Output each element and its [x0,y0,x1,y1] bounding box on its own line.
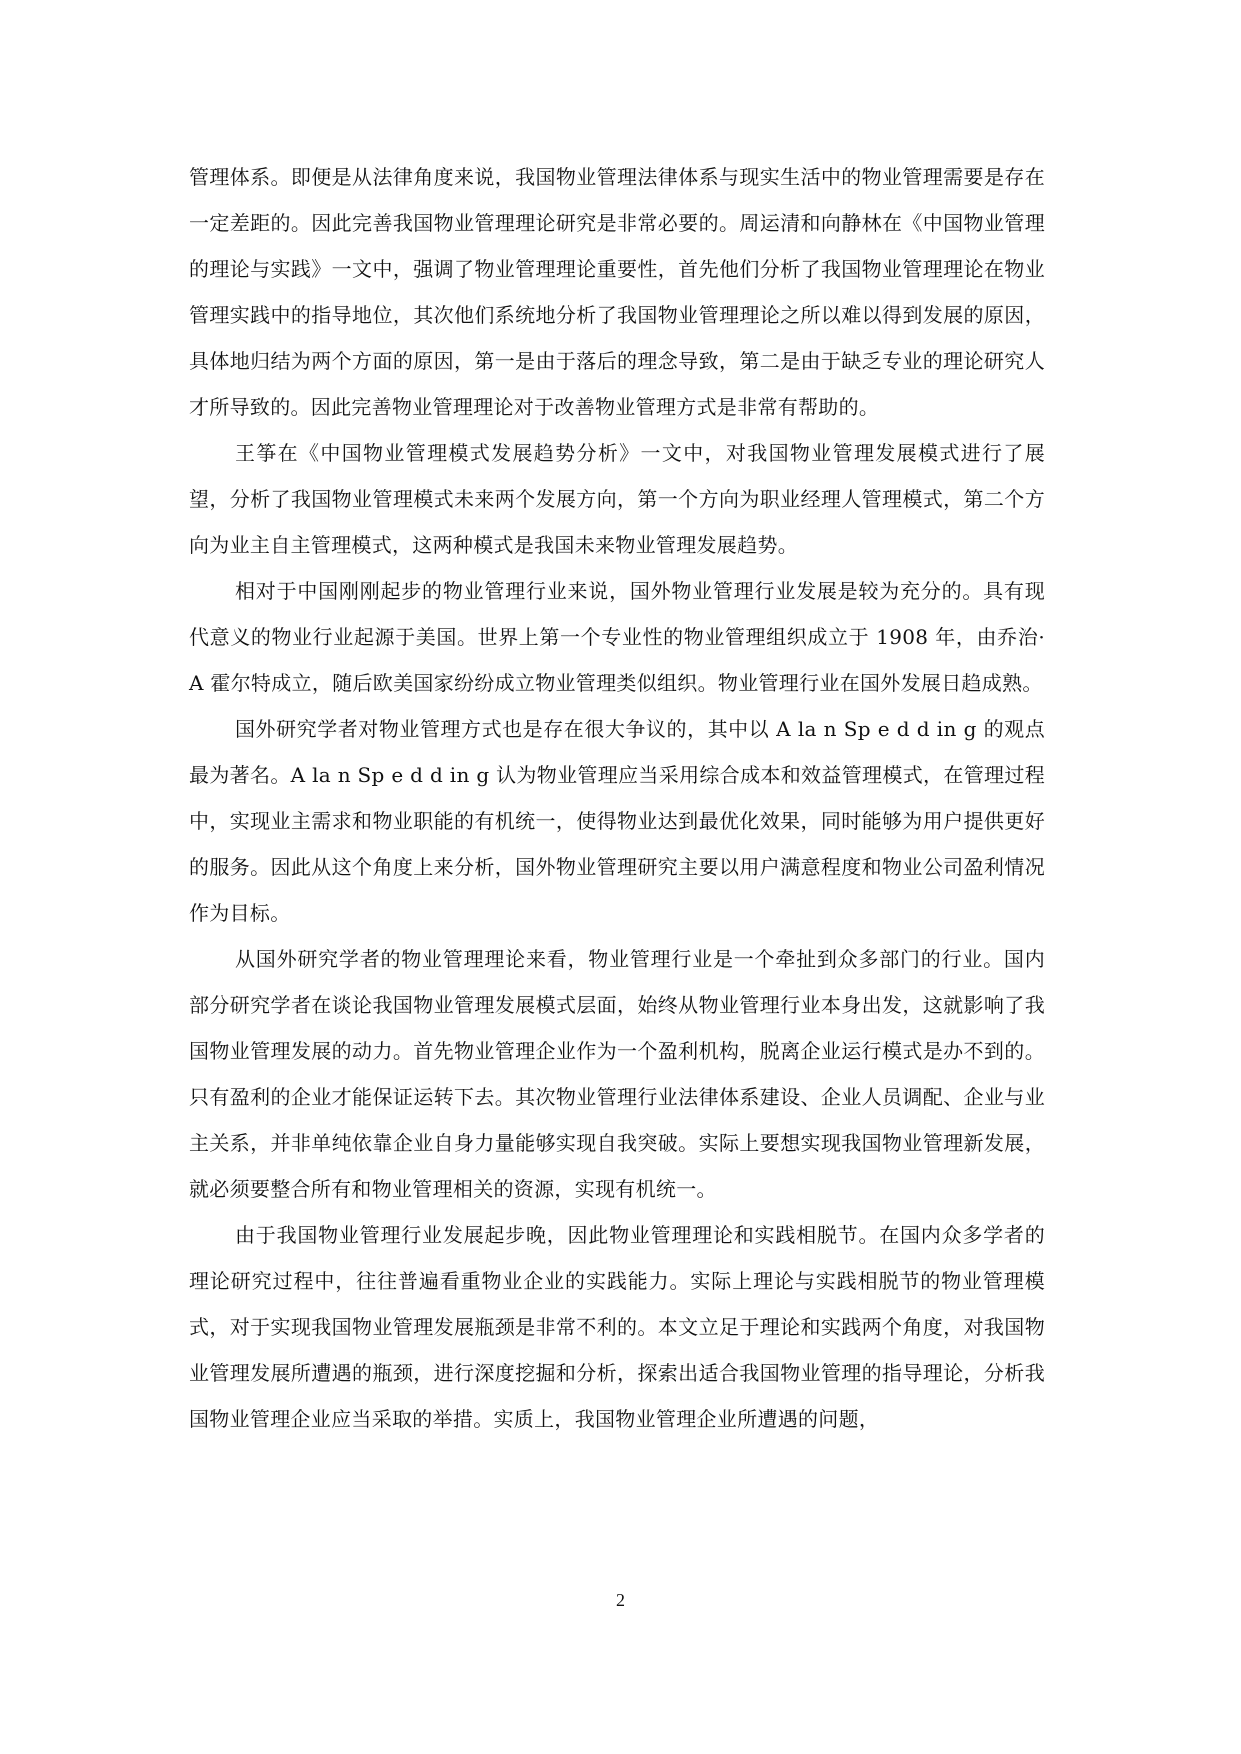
paragraph-3: 相对于中国刚刚起步的物业管理行业来说，国外物业管理行业发展是较为充分的。具有现代意义的物业行业起源于美国。世界上第一个专业性的物业管理组织成立于 1908 年，由乔治·A 霍尔特成立，随后欧美国家纷纷成立物业管理类似组织。物业管理行业在国外发展日趋成熟。 [189,579,1045,695]
paragraph-5: 从国外研究学者的物业管理理论来看，物业管理行业是一个牵扯到众多部门的行业。国内部分研究学者在谈论我国物业管理发展模式层面，始终从物业管理行业本身出发，这就影响了我国物业管理发展的动力。首先物业管理企业作为一个盈利机构，脱离企业运行模式是办不到的。只有盈利的企业才能保证运转下去。其次物业管理行业法律体系建设、企业人员调配、企业与业主关系，并非单纯依靠企业自身力量能够实现自我突破。实际上要想实现我国物业管理新发展，就必须要整合所有和物业管理相关的资源，实现有机统一。 [189,947,1045,1201]
paragraph-6: 由于我国物业管理行业发展起步晚，因此物业管理理论和实践相脱节。在国内众多学者的理论研究过程中，往往普遍看重物业企业的实践能力。实际上理论与实践相脱节的物业管理模式，对于实现我国物业管理发展瓶颈是非常不利的。本文立足于理论和实践两个角度，对我国物业管理发展所遭遇的瓶颈，进行深度挖掘和分析，探索出适合我国物业管理的指导理论，分析我国物业管理企业应当采取的举措。实质上，我国物业管理企业所遭遇的问题， [189,1223,1045,1431]
page-number: 2 [616,1590,625,1610]
paragraph-1: 管理体系。即便是从法律角度来说，我国物业管理法律体系与现实生活中的物业管理需要是存在一定差距的。因此完善我国物业管理理论研究是非常必要的。周运清和向静林在《中国物业管理的理论与实践》一文中，强调了物业管理理论重要性，首先他们分析了我国物业管理理论在物业管理实践中的指导地位，其次他们系统地分析了我国物业管理理论之所以难以得到发展的原因，具体地归结为两个方面的原因，第一是由于落后的理念导致，第二是由于缺乏专业的理论研究人才所导致的。因此完善物业管理理论对于改善物业管理方式是非常有帮助的。 [189,165,1045,419]
paragraph-2: 王筝在《中国物业管理模式发展趋势分析》一文中，对我国物业管理发展模式进行了展望，分析了我国物业管理模式未来两个发展方向，第一个方向为职业经理人管理模式，第二个方向为业主自主管理模式，这两种模式是我国未来物业管理发展趋势。 [189,441,1045,557]
paragraph-4: 国外研究学者对物业管理方式也是存在很大争议的，其中以 A la n Sp e d d in g 的观点最为著名。A la n Sp e d d in g 认为物业管理应当采用综合成本和效益管理模式，在管理过程中，实现业主需求和物业职能的有机统一，使得物业达到最优化效果，同时能够为用户提供更好的服务。因此从这个角度上来分析，国外物业管理研究主要以用户满意程度和物业公司盈利情况作为目标。 [189,717,1045,925]
body-text [189,154,1045,1442]
